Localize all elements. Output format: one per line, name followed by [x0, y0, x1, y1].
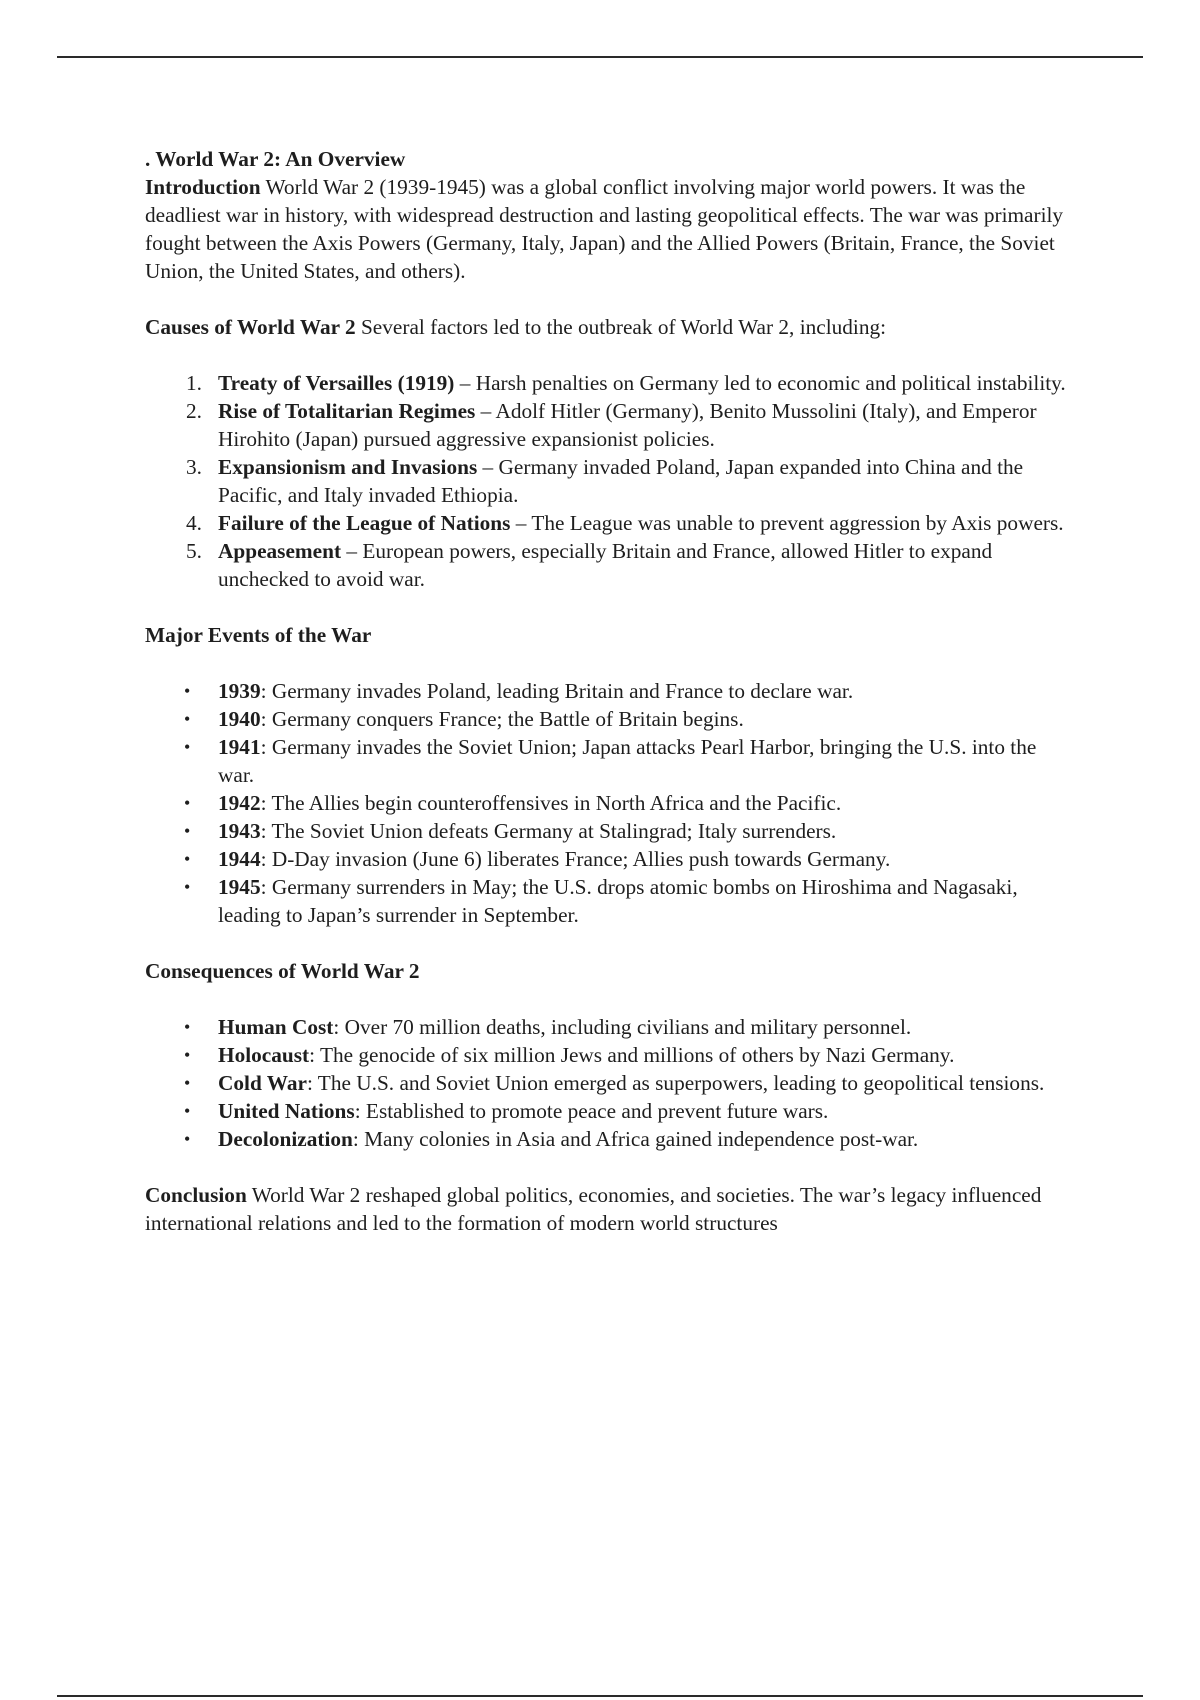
conclusion-paragraph: [145, 1181, 1075, 1237]
list-item-term: Appeasement: [218, 539, 342, 563]
list-number: 3.: [186, 455, 202, 479]
introduction-text: World War 2 (1939-1945) was a global conflict involving major world powers. It was the deadliest war in history, with widespread destruction and lasting geopolitical effects. The war was primarily fought between the Axis Powers (Germany, Italy, Japan) and the Allied Powers (Britain, France, the Soviet Union, the United States, and others).: [145, 175, 1064, 283]
list-number: 2.: [186, 399, 202, 423]
list-item-text: : Germany conquers France; the Battle of Britain begins.: [260, 707, 744, 731]
list-item-text: – European powers, especially Britain and France, allowed Hitler to expand unchecked to avoid war.: [218, 539, 993, 591]
list-item-text: : Germany surrenders in May; the U.S. drops atomic bombs on Hiroshima and Nagasaki, leading to Japan’s surrender in September.: [218, 875, 1018, 927]
document-title: . World War 2: An Overview: [145, 147, 406, 171]
causes-paragraph: [145, 313, 1075, 341]
bullet-icon: •: [184, 821, 191, 841]
list-item-term: 1942: [218, 791, 261, 815]
list-item-text: : Many colonies in Asia and Africa gained independence post-war.: [352, 1127, 919, 1151]
list-number: 5.: [186, 539, 202, 563]
bullet-icon: •: [184, 681, 191, 701]
list-item-term: 1941: [218, 735, 261, 759]
list-item: [145, 369, 1075, 397]
list-item-term: Cold War: [218, 1071, 307, 1095]
list-item: [145, 537, 1075, 593]
list-item-text: : Germany invades Poland, leading Britain and France to declare war.: [260, 679, 854, 703]
list-item-term: 1943: [218, 819, 261, 843]
introduction-heading: Introduction: [145, 175, 261, 199]
list-item-text: : The U.S. and Soviet Union emerged as superpowers, leading to geopolitical tensions.: [306, 1071, 1045, 1095]
events-list: [145, 677, 1075, 929]
bullet-icon: •: [184, 877, 191, 897]
list-item-term: 1944: [218, 847, 261, 871]
causes-intro-text: Several factors led to the outbreak of World War 2, including:: [355, 315, 887, 339]
list-item: [145, 1125, 1075, 1153]
list-item-text: : Over 70 million deaths, including civilians and military personnel.: [333, 1015, 912, 1039]
events-heading-paragraph: [145, 621, 1075, 649]
list-item-text: : Established to promote peace and prevent future wars.: [354, 1099, 829, 1123]
list-item: [145, 789, 1075, 817]
list-item-term: Treaty of Versailles (1919): [218, 371, 455, 395]
list-item-term: Failure of the League of Nations: [218, 511, 511, 535]
list-item-term: Expansionism and Invasions: [218, 455, 478, 479]
bullet-icon: •: [184, 849, 191, 869]
list-item: [145, 509, 1075, 537]
list-item-term: 1939: [218, 679, 261, 703]
list-item: [145, 1069, 1075, 1097]
list-item-term: 1940: [218, 707, 261, 731]
bullet-icon: •: [184, 737, 191, 757]
list-item-text: : The genocide of six million Jews and millions of others by Nazi Germany.: [309, 1043, 955, 1067]
list-item: [145, 397, 1075, 453]
list-item: [145, 705, 1075, 733]
consequences-heading-paragraph: [145, 957, 1075, 985]
document-body: [145, 145, 1075, 1265]
list-item-term: Human Cost: [218, 1015, 334, 1039]
list-number: 4.: [186, 511, 202, 535]
list-item-text: : The Allies begin counteroffensives in North Africa and the Pacific.: [260, 791, 842, 815]
bottom-rule: [57, 1695, 1143, 1697]
list-item-text: – Germany invaded Poland, Japan expanded into China and the Pacific, and Italy invaded Ethiopia.: [218, 455, 1024, 507]
events-heading: Major Events of the War: [145, 623, 372, 647]
list-item: [145, 1013, 1075, 1041]
list-item: [145, 1097, 1075, 1125]
list-item-text: : The Soviet Union defeats Germany at Stalingrad; Italy surrenders.: [260, 819, 837, 843]
consequences-list: [145, 1013, 1075, 1153]
list-item: [145, 845, 1075, 873]
list-item-term: Rise of Totalitarian Regimes: [218, 399, 476, 423]
list-item-text: – Harsh penalties on Germany led to economic and political instability.: [454, 371, 1066, 395]
list-item: [145, 677, 1075, 705]
bullet-icon: •: [184, 1101, 191, 1121]
list-item: [145, 453, 1075, 509]
bullet-icon: •: [184, 793, 191, 813]
bullet-icon: •: [184, 709, 191, 729]
list-item: [145, 733, 1075, 789]
bullet-icon: •: [184, 1129, 191, 1149]
list-item: [145, 1041, 1075, 1069]
introduction-paragraph: [145, 173, 1075, 285]
top-rule: [57, 56, 1143, 58]
causes-heading: Causes of World War 2: [145, 315, 356, 339]
conclusion-text: World War 2 reshaped global politics, economies, and societies. The war’s legacy influenced international relations and led to the formation of modern world structures: [145, 1183, 1042, 1235]
list-item-text: – The League was unable to prevent aggression by Axis powers.: [510, 511, 1064, 535]
list-item-text: : D-Day invasion (June 6) liberates France; Allies push towards Germany.: [260, 847, 891, 871]
causes-list: [145, 369, 1075, 593]
list-item-text: : Germany invades the Soviet Union; Japan attacks Pearl Harbor, bringing the U.S. into the war.: [218, 735, 1037, 787]
consequences-heading: Consequences of World War 2: [145, 959, 420, 983]
bullet-icon: •: [184, 1017, 191, 1037]
conclusion-heading: Conclusion: [145, 1183, 247, 1207]
list-item-term: Decolonization: [218, 1127, 353, 1151]
list-item-text: – Adolf Hitler (Germany), Benito Mussolini (Italy), and Emperor Hirohito (Japan) pursued aggressive expansionist policies.: [218, 399, 1037, 451]
list-item-term: 1945: [218, 875, 261, 899]
list-item: [145, 873, 1075, 929]
list-item-term: Holocaust: [218, 1043, 310, 1067]
list-item-term: United Nations: [218, 1099, 355, 1123]
bullet-icon: •: [184, 1045, 191, 1065]
list-item: [145, 817, 1075, 845]
bullet-icon: •: [184, 1073, 191, 1093]
list-number: 1.: [186, 371, 202, 395]
